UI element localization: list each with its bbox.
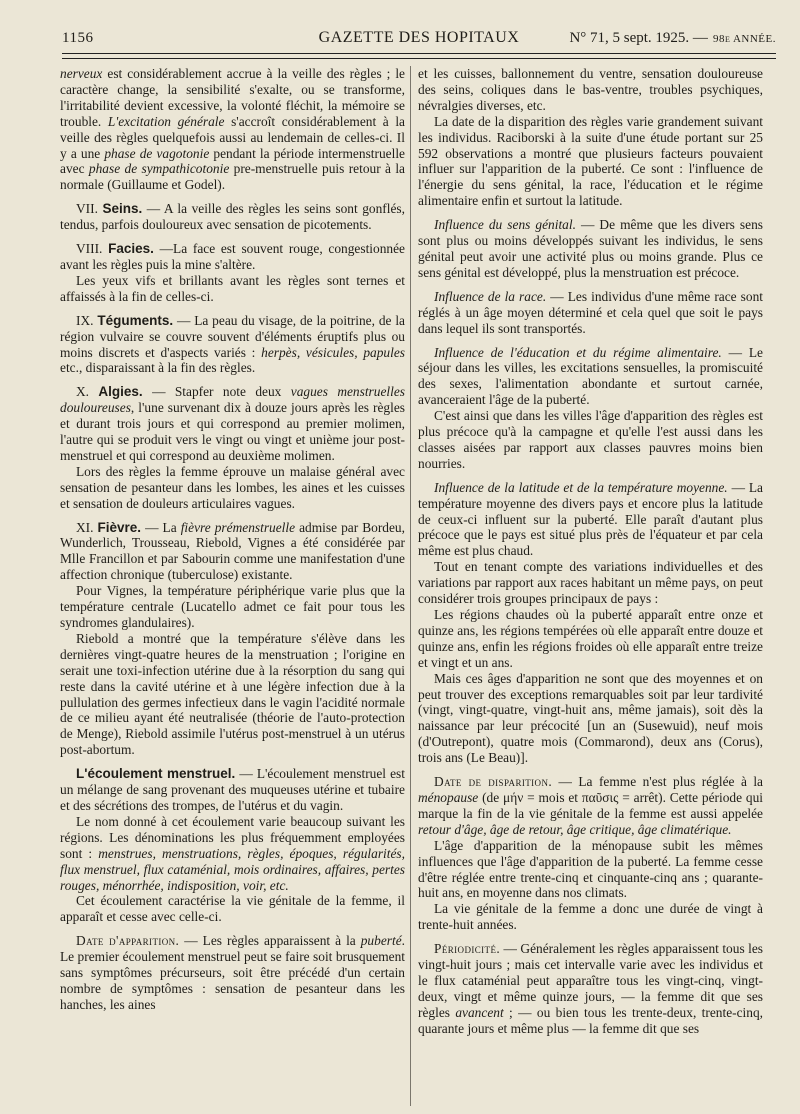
section-heading: Périodicité. <box>434 941 501 957</box>
header-rule-thin <box>62 58 776 59</box>
paragraph: L'âge d'apparition de la ménopause subit les mêmes influences que l'âge d'apparition de la puberté. La femme cesse d'être réglée entre trente-cinq et cinquante-cinq ans ; quarante-huit ans, en moyenne dans nos climats. <box>418 837 763 901</box>
section-latitude: Influence de la latitude et de la température moyenne. — La température moyenne des divers pays et encore plus la latitude de ceux-ci influent sur la puberté. Elle paraît d'autant plus précoce que le pays est situé plus près de l'équateur et par cela même est plus chaud. <box>418 479 763 559</box>
section-race: Influence de la race. — Les individus d'une même race sont réglés à un âge moyen déterminé et cela quel que soit le pays dans lequel ils sont transportés. <box>418 288 763 336</box>
paragraph: Les régions chaudes où la puberté apparaît entre onze et quinze ans, les régions tempérées où elle apparaît entre douze et quinze ans, enfin les régions froides où elle apparaît entre treize et vingt et un ans. <box>418 607 763 670</box>
section-facies: VIII. Facies. —La face est souvent rouge, congestionnée avant les règles puis la mine s'altère. <box>60 241 405 272</box>
section-heading: Algies. <box>98 384 143 400</box>
section-sens-genital: Influence du sens génital. — De même que les divers sens sont plus ou moins développés suivant les individus, le sens génital peut avoir une activité plus ou moins grande. Plus ce sens génital est développé, plus la menstruation est précoce. <box>418 217 763 280</box>
section-fievre: XI. Fièvre. — La fièvre prémenstruelle admise par Bordeu, Wunderlich, Trousseau, Riebold, Vignes a été considérée par Mlle Francillon et par Sabourin comme une manifestation d'une affection chronique (tuberculose) existante. <box>60 519 405 583</box>
paragraph: Cet écoulement caractérise la vie génitale de la femme, il apparaît et cesse avec celle-ci. <box>60 893 405 925</box>
header-rule <box>62 53 776 54</box>
paragraph: Tout en tenant compte des variations individuelles et des variations par rapport aux races habitant un même pays, on peut considérer trois groupes principaux de pays : <box>418 559 763 607</box>
section-algies: X. Algies. — Stapfer note deux vagues menstruelles douloureuses, l'une survenant dix à douze jours après les règles et durant trois jours et qui correspond au premier molimen, l'autre qui se produit vers le vingt ou vingt et unième jour post-menstruel et qui correspond au deuxième molimen. <box>60 384 406 463</box>
section-date-apparition: Date d'apparition. — Les règles apparaissent à la puberté. Le premier écoulement menstruel peut se faire soit brusquement sans symptômes précurseurs, soit être précédé d'un certain nombre de symptômes : sensation de pesanteur dans les hanches, les aines <box>60 933 405 1012</box>
paragraph: Lors des règles la femme éprouve un malaise général avec sensation de pesanteur dans les lombes, les aines et les cuisses et sensation de douleurs articulaires vagues. <box>60 463 405 511</box>
section-teguments: IX. Téguments. — La peau du visage, de la poitrine, de la région vulvaire se couvre souvent d'éléments éruptifs plus ou moins discrets et d'aspects variés : herpès, vésicules, papules etc., disparaissant à la fin des règles. <box>60 312 405 376</box>
section-heading: Influence du sens génital. <box>434 217 576 233</box>
paragraph-continued: et les cuisses, ballonnement du ventre, sensation douloureuse des seins, coliques dans le bas-ventre, troubles psychiques, névralgies diverses, etc. <box>418 66 763 113</box>
section-periodicite: Périodicité. — Généralement les règles apparaissent tous les vingt-huit jours ; mais cet intervalle varie avec les individus et le flux cataménial peut apparaître tous les vingt-cinq, vingt-deux, vingt et même quinze jours, — la femme dit que ses règles avancent ; — ou bien tous les trente-deux, trente-cinq, quarante jours et même plus — la femme dit que ses <box>418 941 763 1036</box>
section-heading: Seins. <box>102 201 143 217</box>
page-header <box>62 26 776 50</box>
section-heading: Influence de l'éducation et du régime alimentaire. <box>434 344 722 360</box>
paragraph-nervous-system: nerveux est considérablement accrue à la veille des règles ; le caractère change, la sensibilité s'exalte, ou se transforme, l'irritabilité devient excessive, la volonté fléchit, la mémoire se trouble. L'excitation générale s'accroît considérablement à la veille des règles quelquefois aussi au lendemain de celles-ci. Il y a une phase de vagotonie pendant la période intermenstruelle avec phase de sympathicotonie pre-menstruelle puis retour à la normale (Guillaume et Godel). <box>60 66 405 193</box>
page-number: 1156 <box>62 30 94 46</box>
left-column <box>60 66 405 1013</box>
section-education: Influence de l'éducation et du régime alimentaire. — Le séjour dans les villes, les excitations sensuelles, la promiscuité des sexes, l'alimentation abondante et surtout carnée, avanceraient l'âge de la puberté. <box>418 344 763 408</box>
issue-info <box>569 30 776 47</box>
paragraph: Pour Vignes, la température périphérique varie plus que la température centrale (Lucatello admet ce fait pour tous les syndromes glandulaires). <box>60 583 405 630</box>
paragraph: Riebold a montré que la température s'élève dans les dernières vingt-quatre heures de la menstruation ; l'origine en serait une toxi-infection utérine due à la résorption du sang qui reste dans la cavité utérine et à une légère infection due à la pullulation des germes infectieux dans le vagin l'acidité normale de ce milieu ayant été neutralisée (théorie de l'auto-protection de Menge), Riebold assimile l'utérus post-menstruel à un utérus post-abortum. <box>60 630 405 758</box>
section-heading: L'écoulement menstruel. <box>76 766 236 782</box>
paragraph: Mais ces âges d'apparition ne sont que des moyennes et on peut trouver des exceptions remarquables soit par leur tardivité (vingt, vingt-quatre, vingt-huit ans, même jamais), soit dès la naissance par leur précocité [un an (Susewuid), neuf mois (d'Outrepont), quatre mois (Commarond), deux ans (Corus), trois ans (Le Beau)]. <box>418 670 763 766</box>
section-heading: Influence de la latitude et de la température moyenne. <box>434 479 728 495</box>
section-heading: Influence de la race. <box>434 288 547 304</box>
paragraph: La vie génitale de la femme a donc une durée de vingt à trente-huit années. <box>418 901 763 933</box>
right-column <box>418 66 763 1037</box>
section-heading: Facies. <box>108 241 154 257</box>
paragraph: C'est ainsi que dans les villes l'âge d'apparition des règles est plus précoce qu'à la campagne et qu'elle l'est aussi dans les classes aisées par rapport aux classes pauvres moins bien nourries. <box>418 408 763 471</box>
section-heading: Date d'apparition. <box>76 933 180 949</box>
paragraph: La date de la disparition des règles varie grandement suivant les individus. Raciborski à la suite d'une étude portant sur 25 592 observations a montré que plusieurs facteurs pouvaient influer sur l'apparition de la puberté. Ce sont : l'influence de l'énergie du sens génital, la race, l'éducation et le régime alimentaire enfin et surtout la latitude. <box>418 113 763 209</box>
section-seins: VII. Seins. — A la veille des règles les seins sont gonflés, tendus, parfois douloureux avec sensation de picotements. <box>60 201 405 233</box>
paragraph: Les yeux vifs et brillants avant les règles sont ternes et affaissés à la fin de celles-ci. <box>60 272 405 304</box>
section-date-disparition: Date de disparition. — La femme n'est plus réglée à la ménopause (de μήν = mois et παῦσις = arrêt). Cette période qui marque la fin de la vie génitale de la femme est aussi appelée retour d'âge, âge de retour, âge critique, âge climatérique. <box>418 774 763 837</box>
section-heading: Date de disparition. <box>434 774 553 790</box>
volume-year: 98e ANNÉE. <box>712 33 776 45</box>
column-divider <box>410 66 411 1106</box>
publication-title: GAZETTE DES HOPITAUX <box>318 29 520 46</box>
paragraph: Le nom donné à cet écoulement varie beaucoup suivant les régions. Les dénominations les plus fréquemment employées sont : menstrues, menstruations, règles, époques, régularités, flux menstruel, flux cataménial, mois ordinaires, affaires, pertes rouges, ménorrhée, indisposition, voir, etc. <box>60 813 405 893</box>
section-ecoulement: L'écoulement menstruel. — L'écoulement menstruel est un mélange de sang provenant des muqueuses utérine et tubaire et des sécrétions des trompes, de l'utérus et du vagin. <box>60 766 405 813</box>
section-heading: Fièvre. <box>97 519 142 535</box>
section-heading: Téguments. <box>97 312 174 328</box>
issue-date: N° 71, 5 sept. 1925. — <box>569 30 708 46</box>
